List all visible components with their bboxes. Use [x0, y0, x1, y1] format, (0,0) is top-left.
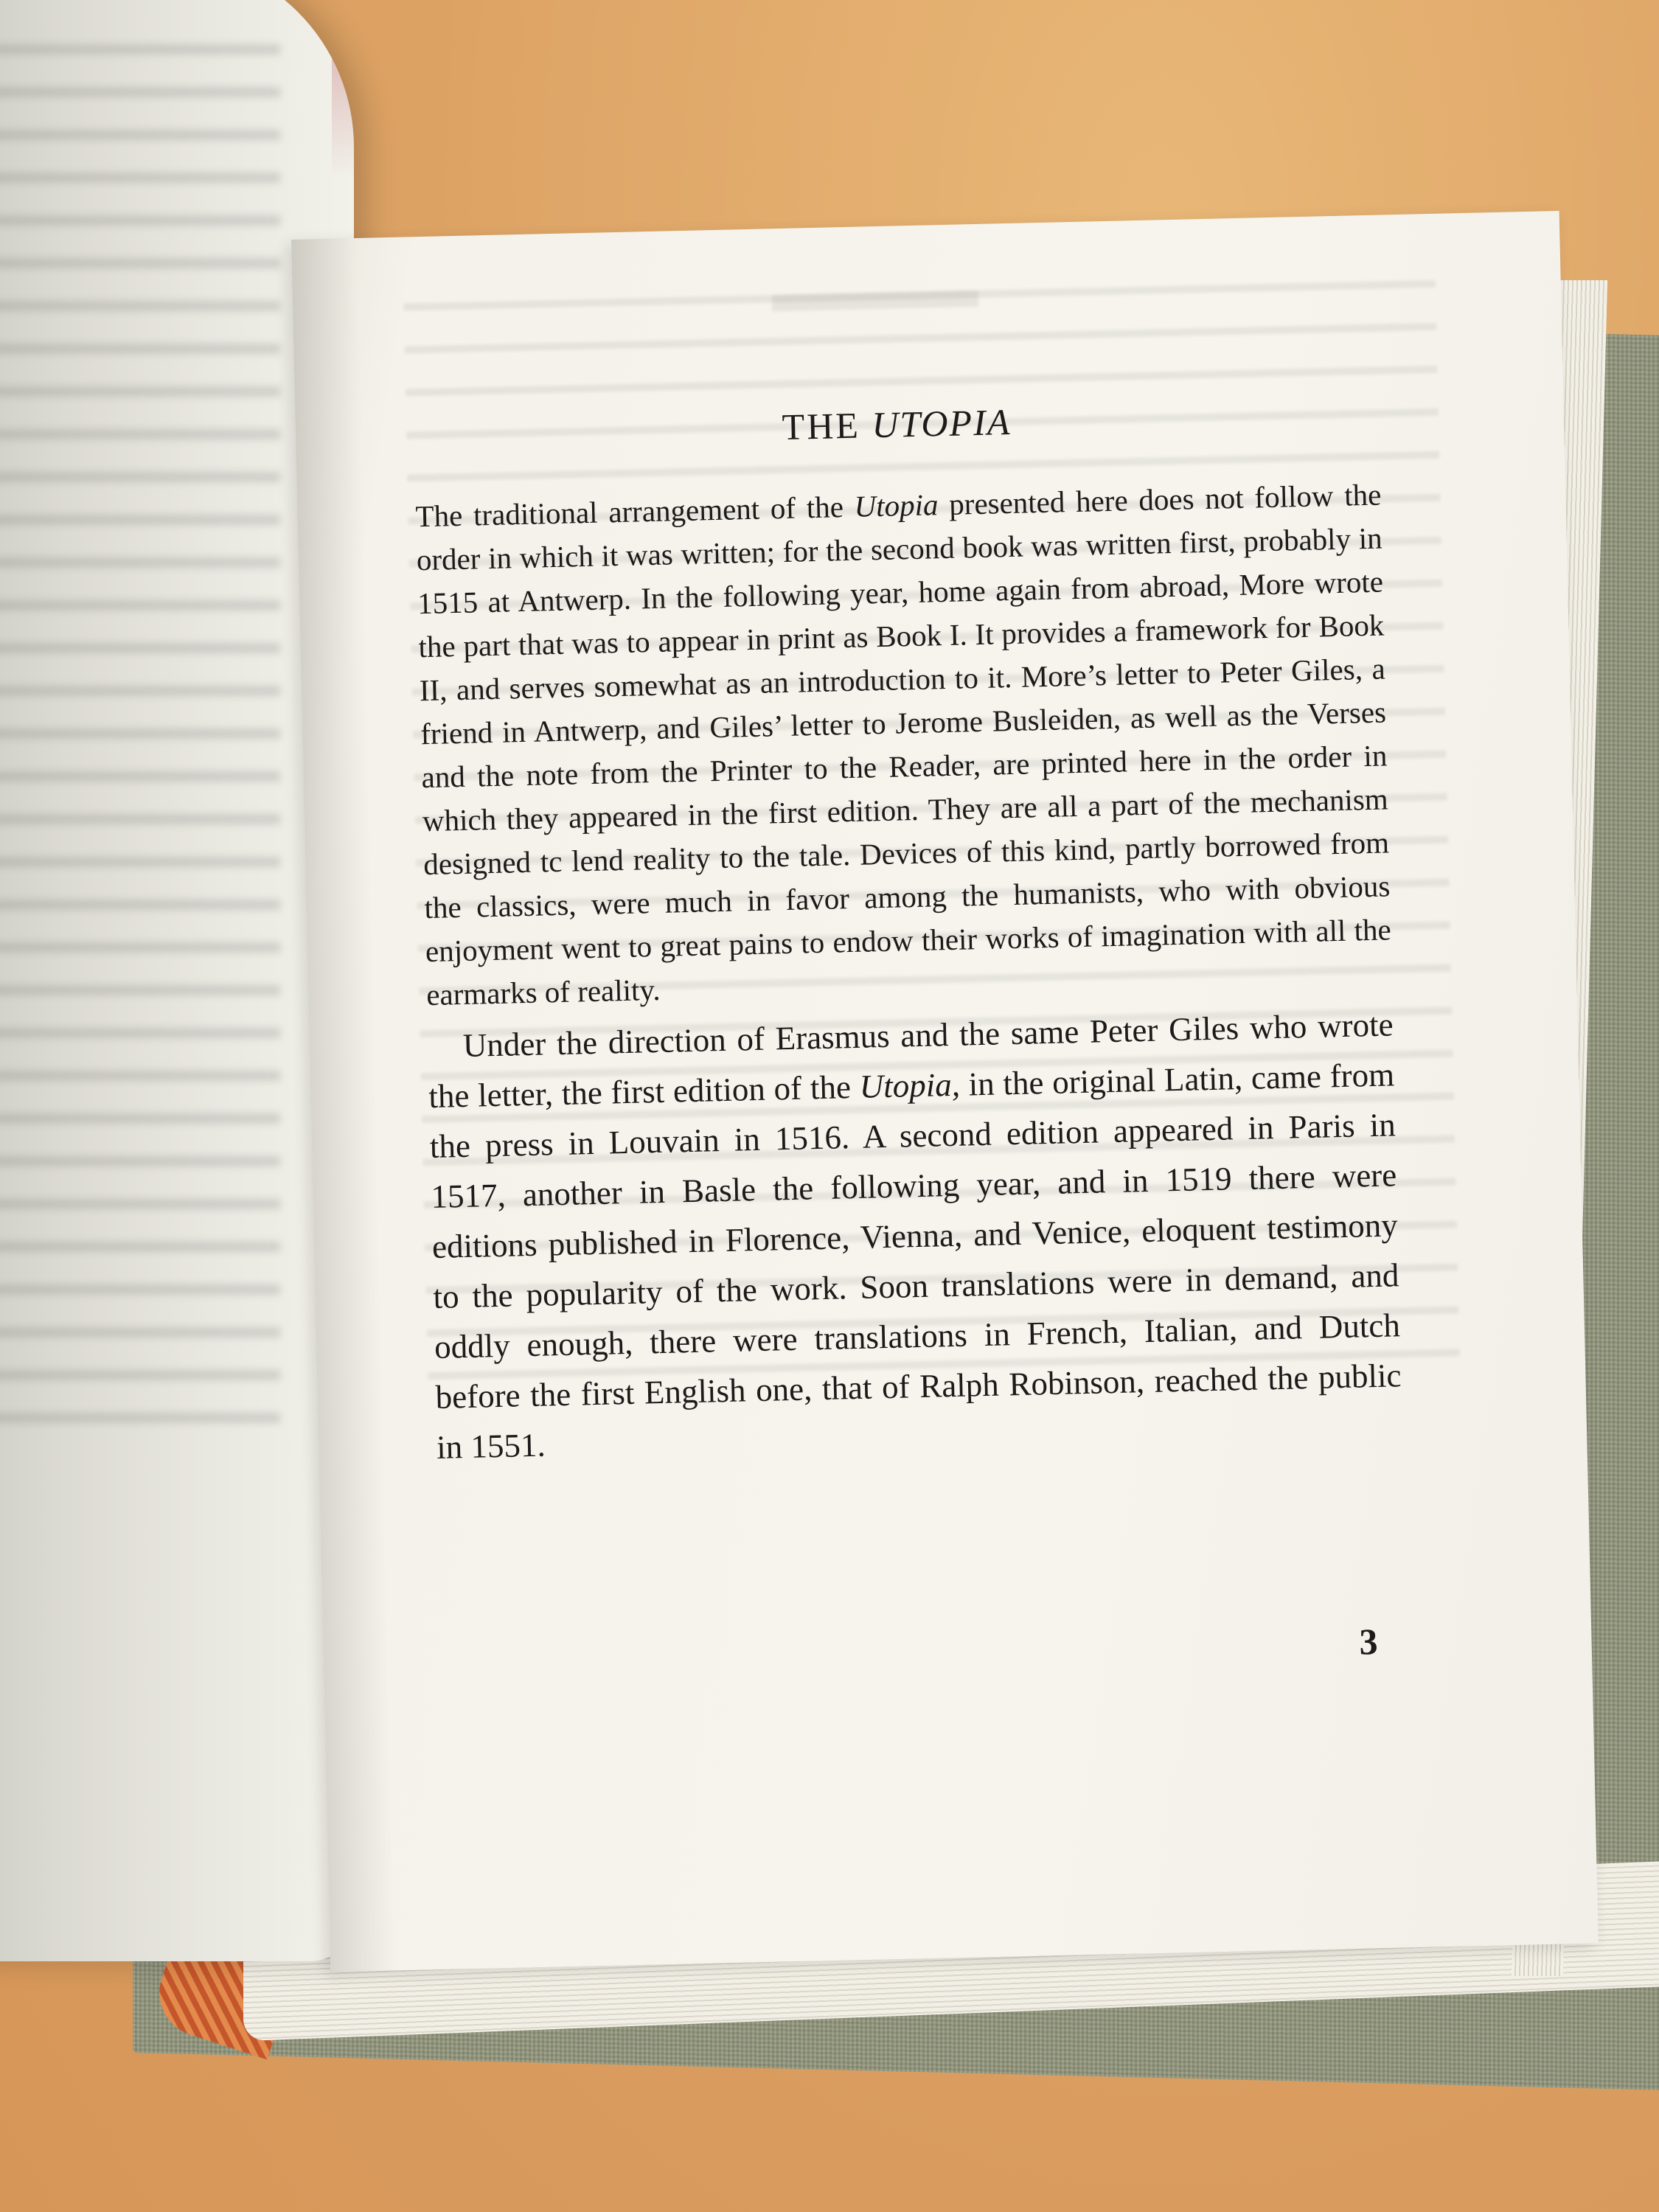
- left-page-blurred-text: [0, 44, 280, 1445]
- page-number: 3: [1358, 1621, 1379, 1663]
- right-page: [291, 211, 1599, 1972]
- left-page-red-edge: [332, 0, 354, 177]
- chapter-heading-plain: THE: [782, 404, 872, 448]
- paragraph-1: [415, 473, 1393, 1018]
- paragraph-1-start: The traditional arrangement of the: [415, 489, 855, 534]
- page-text-block: [413, 392, 1402, 1472]
- paragraph-2: [427, 999, 1403, 1472]
- paragraph-2-start: Under the direction of Erasmus and the same Peter Giles who wrote the letter, the first edition of the: [428, 1006, 1394, 1116]
- paragraph-1-italic-title: Utopia: [854, 487, 939, 524]
- paragraph-2-rest: in the original Latin, came from the press in Louvain in 1516. A second edition appeared in Paris in 1517, another in Basle the following year, and in 1519 there were editions published in Florence, Vienna, and Venice, eloquent testimony to the popularity of the work. Soon translations were in demand, and oddly enough, there were translations in French, Italian, and Dutch before the first English one, that of Ralph Robinson, reached the public in 1551.: [429, 1056, 1402, 1466]
- paragraph-2-italic-title: Utopia,: [859, 1065, 961, 1105]
- chapter-heading-italic: UTOPIA: [871, 400, 1012, 446]
- paragraph-1-rest: presented here does not follow the order in which it was written; for the second book was written first, probably in 1515 at Antwerp. In the following year, home again from abroad, More wrote the part that was to appear in print as Book I. It provides a framework for Book II, and serves somewhat as an introduction to it. More’s letter to Peter Giles, a friend in Antwerp, and Giles’ letter to Jerome Busleiden, as well as the Verses and the note from the Printer to the Reader, are printed here in the order in which they appeared in the first edition. They are all a part of the mechanism designed tc lend reality to the tale. Devices of this kind, partly borrowed from the classics, were much in favor among the humanists, who with obvious enjoyment went to great pains to endow their works of imagination with all the earmarks of reality.: [416, 477, 1392, 1012]
